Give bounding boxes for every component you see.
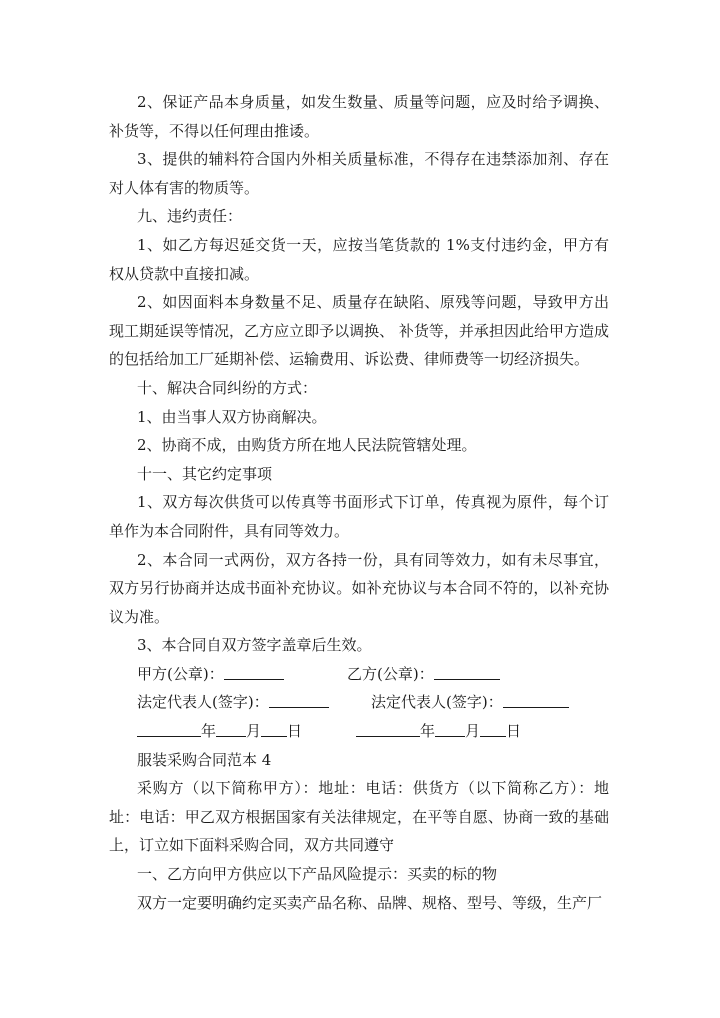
party-b-day-label: 日	[506, 722, 522, 741]
party-b-rep	[371, 688, 569, 717]
party-b-seal	[347, 660, 500, 689]
clause-effective: 3、本合同自双方签字盖章后生效。	[137, 636, 372, 655]
party-a-year-label: 年	[201, 722, 217, 741]
party-b-seal-label: 乙方(公章)：	[347, 664, 434, 683]
section-heading-dispute: 十、解决合同纠纷的方式：	[137, 378, 318, 397]
party-b-day-blank	[480, 719, 506, 737]
party-b-month-blank	[435, 719, 465, 737]
clause-defect-compensation: 2、如因面料本身数量不足、质量存在缺陷、原残等问题，导致甲方出现工期延误等情况，乙方应立即予以调换、 补货等，并承担因此给甲方造成的包括给加工厂延期补偿、运输费用、诉讼费、律师费等一切经济损失。	[109, 293, 609, 369]
party-a-date	[137, 717, 356, 746]
party-a-month-blank	[216, 719, 246, 737]
clause-late-delivery: 1、如乙方每迟延交货一天，应按当笔货款的 1%支付违约金，甲方有权从贷款中直接扣减。	[109, 235, 609, 283]
party-a-rep	[137, 688, 371, 717]
party-a-day-blank	[261, 719, 287, 737]
party-b-year-label: 年	[420, 722, 436, 741]
seal-row	[109, 660, 609, 689]
clause-jurisdiction: 2、协商不成，由购货方所在地人民法院管辖处理。	[137, 436, 477, 455]
section-heading-liability: 九、违约责任：	[137, 207, 243, 226]
party-a-month-label: 月	[246, 722, 262, 741]
clause-negotiation: 1、由当事人双方协商解决。	[137, 407, 327, 426]
party-b-date	[356, 717, 521, 746]
party-a-seal-label: 甲方(公章)：	[137, 664, 224, 683]
party-a-seal-blank	[224, 662, 284, 680]
section-heading-products: 一、乙方向甲方供应以下产品风险提示：买卖的标的物	[137, 865, 498, 884]
document-title-sample-4: 服装采购合同范本 4	[137, 750, 272, 769]
clause-product-specification: 双方一定要明确约定买卖产品名称、品牌、规格、型号、等级，生产厂	[137, 893, 603, 912]
party-b-year-blank	[356, 719, 420, 737]
clause-quality-guarantee: 2、保证产品本身质量，如发生数量、质量等问题，应及时给予调换、补货等，不得以任何理由推诿。	[109, 93, 609, 140]
party-a-rep-blank	[269, 690, 329, 708]
representative-row	[109, 688, 609, 717]
party-b-rep-blank	[503, 690, 569, 708]
party-a-day-label: 日	[287, 722, 303, 741]
clause-fax-orders: 1、双方每次供货可以传真等书面形式下订单，传真视为原件，每个订单作为本合同附件，具有同等效力。	[109, 493, 609, 540]
date-row	[109, 717, 609, 746]
document-page	[109, 88, 609, 917]
section-heading-other: 十一、其它约定事项	[137, 464, 273, 483]
party-b-rep-label: 法定代表人(签字)：	[371, 693, 503, 712]
party-b-seal-blank	[434, 662, 500, 680]
party-a-year-blank	[137, 719, 201, 737]
clause-copies: 2、本合同一式两份，双方各持一份，具有同等效力，如有未尽事宜，双方另行协商并达成书面补充协议。如补充协议与本合同不符的，以补充协议为准。	[109, 550, 609, 626]
party-a-seal	[137, 660, 347, 689]
parties-intro: 采购方（以下简称甲方）：地址：电话：供货方（以下简称乙方）：地址：电话：甲乙双方根据国家有关法律规定，在平等自愿、协商一致的基础上，订立如下面料采购合同，双方共同遵守	[109, 779, 609, 855]
party-b-month-label: 月	[465, 722, 481, 741]
party-a-rep-label: 法定代表人(签字)：	[137, 693, 269, 712]
clause-accessory-standards: 3、提供的辅料符合国内外相关质量标准，不得存在违禁添加剂、存在对人体有害的物质等。	[109, 150, 609, 197]
